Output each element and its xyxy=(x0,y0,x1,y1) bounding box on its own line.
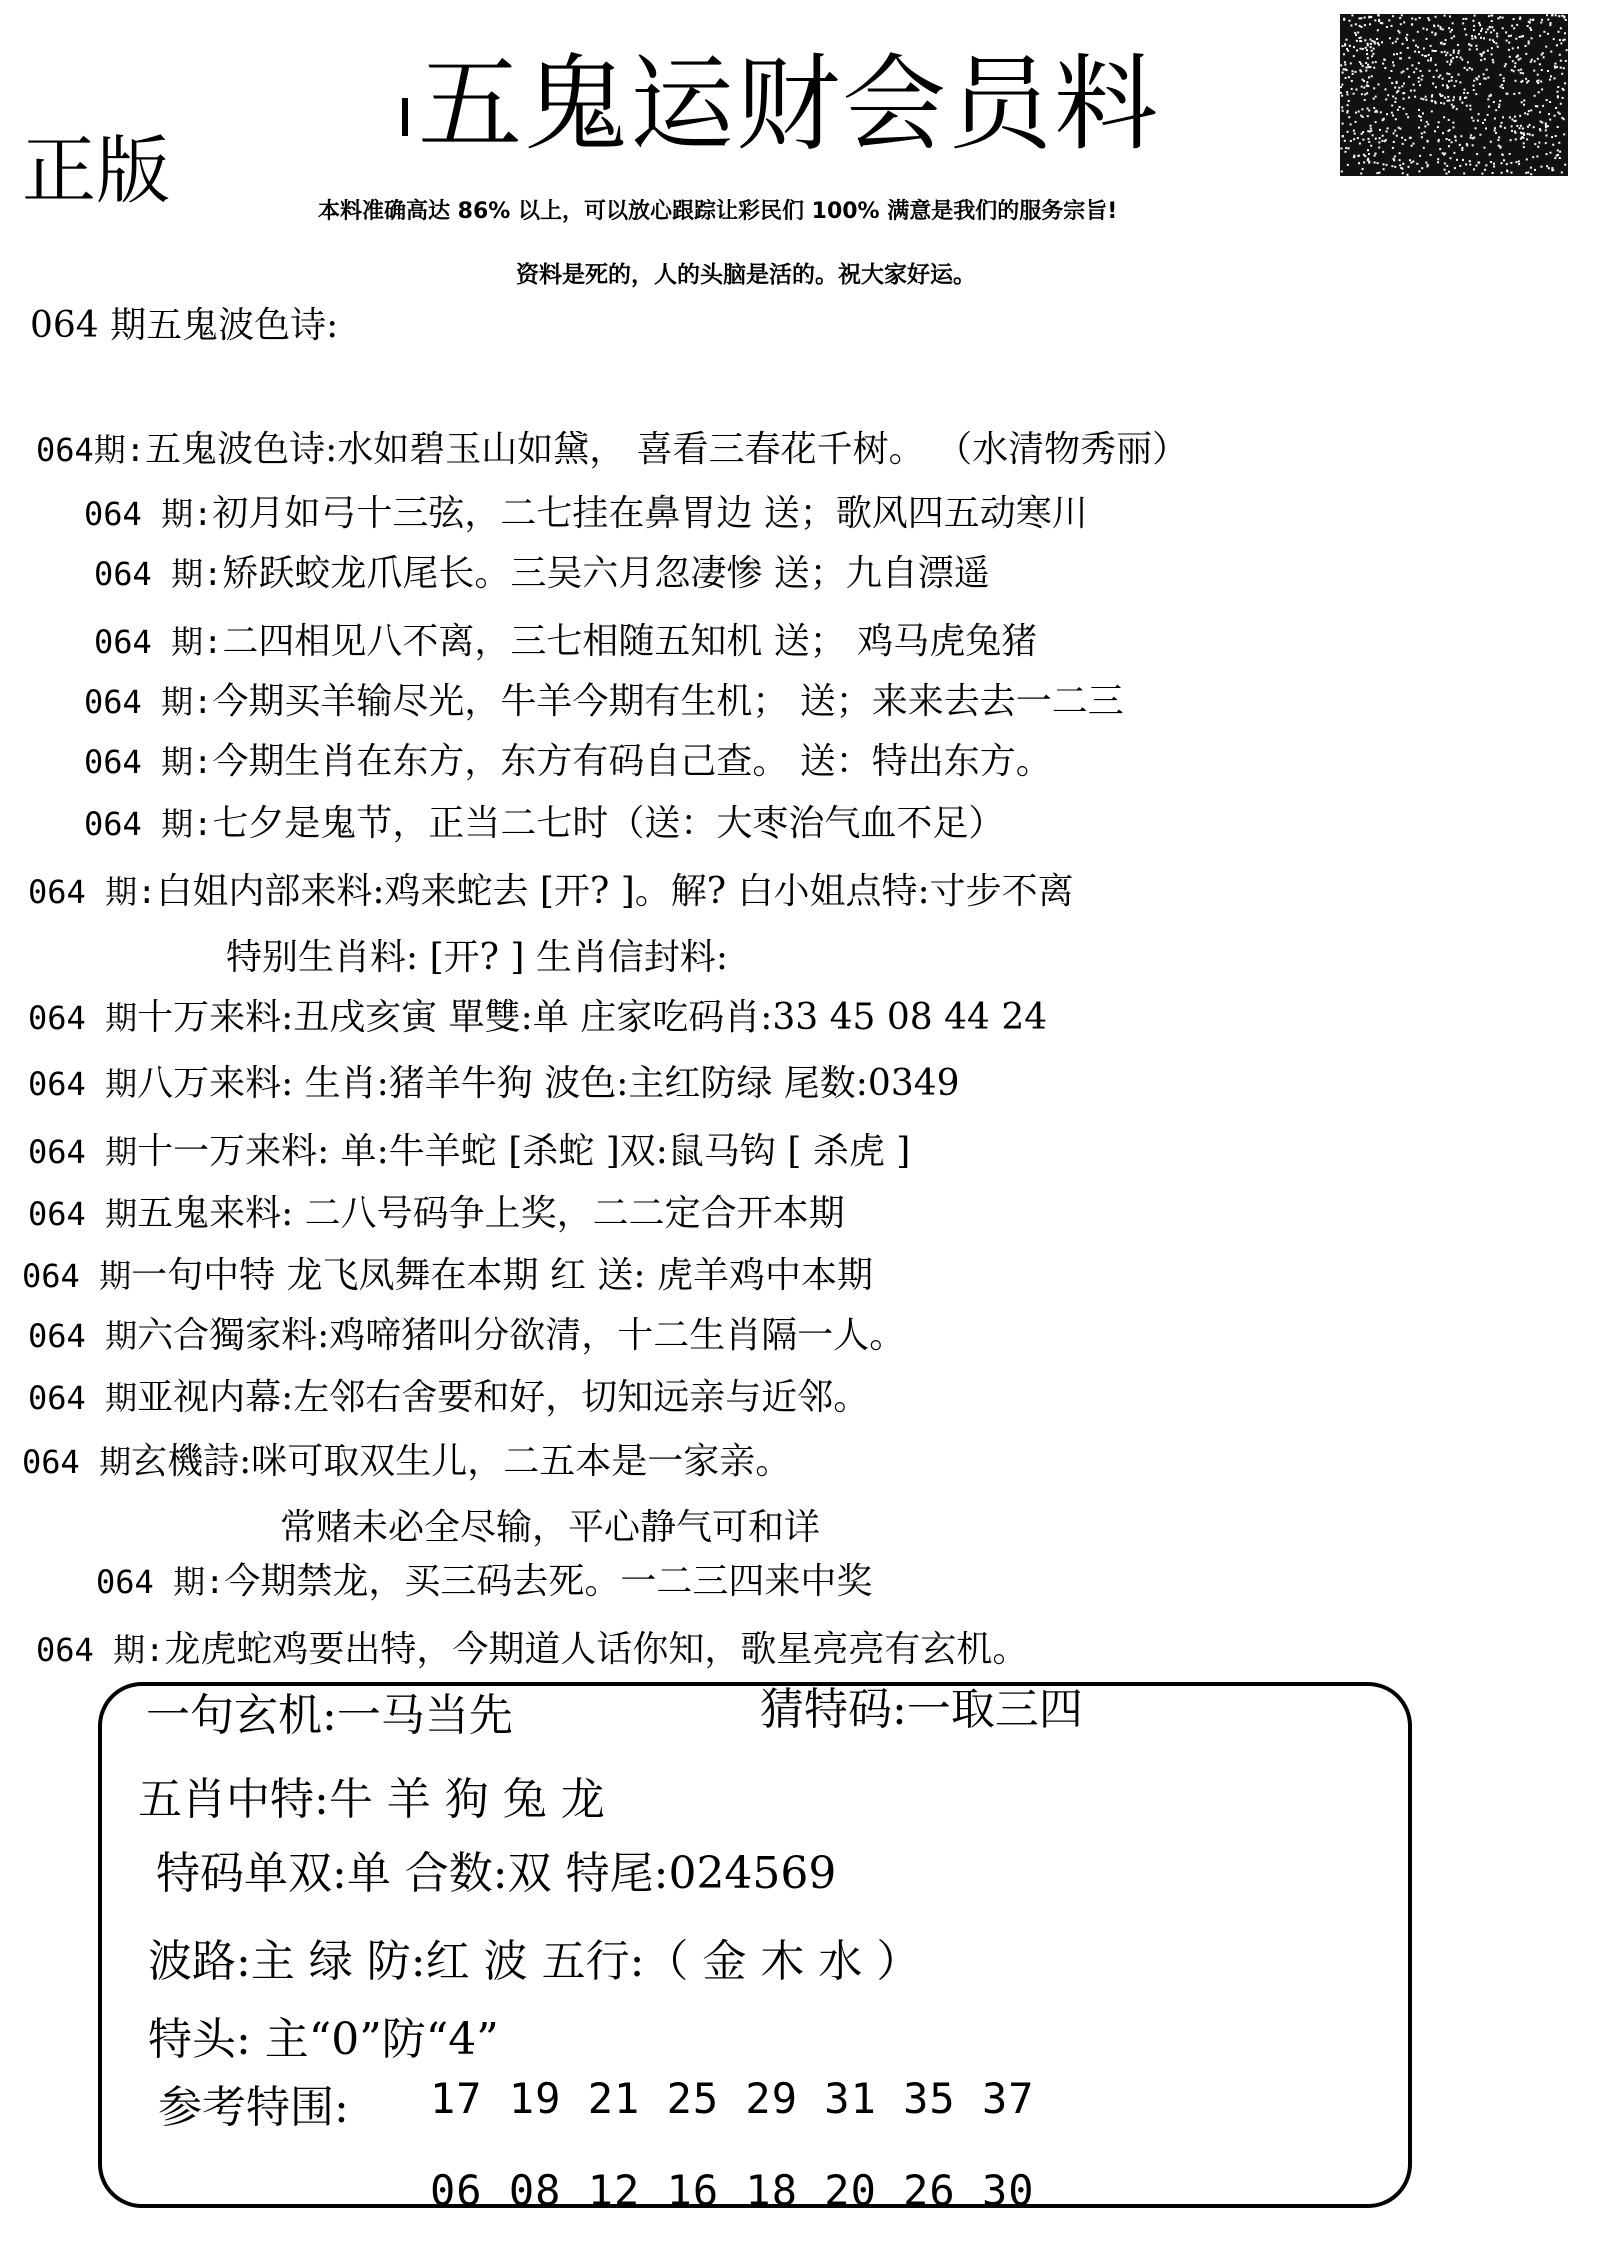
slogan-line-1: 本料准确高达 86% 以上，可以放心跟踪让彩民们 100% 满意是我们的服务宗旨! xyxy=(318,199,1118,224)
five-zodiac-text: 五肖中特:牛 羊 狗 兔 龙 xyxy=(138,1774,605,1825)
list-item: 064期:五鬼波色诗:水如碧玉山如黛， 喜看三春花千树。 （水清物秀丽） xyxy=(36,429,1189,470)
list-item: 064 期:初月如弓十三弦，二七挂在鼻胃边 送；歌风四五动寒川 xyxy=(84,493,1088,534)
list-item: 常赌未必全尽输，平心静气可和详 xyxy=(280,1507,821,1548)
list-item: 064 期玄機詩:咪可取双生儿，二五本是一家亲。 xyxy=(22,1441,792,1482)
ref-label: 参考特围: xyxy=(158,2082,349,2133)
list-item: 064 期:白姐内部来料:鸡来蛇去 [开? ]。解? 白小姐点特:寸步不离 xyxy=(28,871,1074,912)
list-item: 064 期五鬼来料: 二八号码争上奖，二二定合开本期 xyxy=(28,1193,845,1234)
list-item: 064 期十万来料:丑戌亥寅 單雙:单 庄家吃码肖:33 45 08 44 24 xyxy=(28,997,1048,1038)
list-item: 064 期:七夕是鬼节，正当二七时（送：大枣治气血不足） xyxy=(84,803,1005,844)
list-item: 064 期六合獨家料:鸡啼猪叫分欲清，十二生肖隔一人。 xyxy=(28,1315,906,1356)
edition-label: 正版 xyxy=(22,128,170,214)
list-item: 064 期一句中特 龙飞凤舞在本期 红 送: 虎羊鸡中本期 xyxy=(22,1255,873,1296)
list-item: 064 期:今期生肖在东方，东方有码自己查。 送：特出东方。 xyxy=(84,741,1052,782)
wave-path-text: 波路:主 绿 防:红 波 五行:（ 金 木 水 ） xyxy=(148,1936,921,1987)
list-item: 064 期:矫跃蛟龙爪尾长。三吴六月忽凄惨 送；九自漂遥 xyxy=(94,553,990,594)
list-item: 064 期:二四相见八不离，三七相随五知机 送； 鸡马虎兔猪 xyxy=(94,621,1038,662)
list-item: 064 期亚视内幕:左邻右舍要和好，切知远亲与近邻。 xyxy=(28,1377,870,1418)
list-item: 064 期:龙虎蛇鸡要出特，今期道人话你知，歌星亮亮有玄机。 xyxy=(36,1629,1029,1670)
ref-numbers-row-1: 17 19 21 25 29 31 35 37 xyxy=(430,2074,1035,2123)
list-item: 064 期八万来料: 生肖:猪羊牛狗 波色:主红防绿 尾数:0349 xyxy=(28,1063,960,1104)
list-item: 064 期:今期买羊输尽光，牛羊今期有生机； 送；来来去去一二三 xyxy=(84,681,1124,722)
ref-numbers-row-2: 06 08 12 16 18 20 26 30 xyxy=(430,2166,1035,2215)
section-heading: 064 期五鬼波色诗: xyxy=(30,305,339,346)
list-item: 064 期:今期禁龙，买三码去死。一二三四来中奖 xyxy=(96,1561,873,1602)
slogan-line-2: 资料是死的，人的头脑是活的。祝大家好运。 xyxy=(516,262,976,288)
head-text: 特头: 主“0”防“4” xyxy=(148,2014,499,2065)
list-item: 064 期十一万来料: 单:牛羊蛇 [杀蛇 ]双:鼠马钩 [ 杀虎 ] xyxy=(28,1131,911,1172)
page-title: 五鬼运财会员料 xyxy=(418,43,1161,165)
title-bar-mark xyxy=(402,98,408,136)
odd-even-text: 特码单双:单 合数:双 特尾:024569 xyxy=(156,1848,837,1899)
guess-text: 猜特码:一取三四 xyxy=(760,1684,1083,1735)
list-item: 特别生肖料: [开? ] 生肖信封料: xyxy=(226,937,728,978)
noise-image xyxy=(1340,14,1568,176)
riddle-text: 一句玄机:一马当先 xyxy=(146,1690,513,1741)
